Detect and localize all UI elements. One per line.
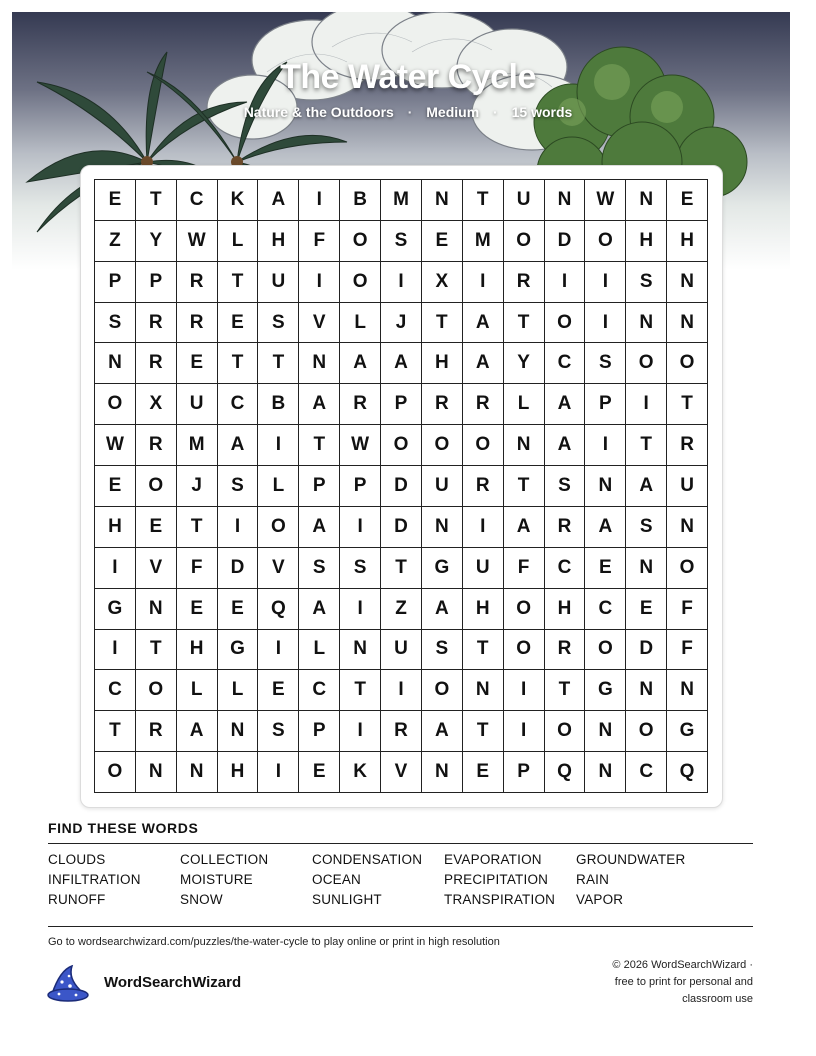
grid-cell[interactable]: B [340, 180, 381, 221]
grid-cell[interactable]: A [177, 711, 218, 752]
word-list-item: RAIN [576, 872, 610, 887]
grid-cell[interactable]: A [299, 507, 340, 548]
grid-cell[interactable]: M [463, 221, 504, 262]
grid-cell[interactable]: H [258, 221, 299, 262]
grid-cell[interactable]: I [381, 670, 422, 711]
grid-cell[interactable]: O [95, 752, 136, 793]
grid-cell[interactable]: L [258, 466, 299, 507]
grid-cell[interactable]: R [177, 262, 218, 303]
grid-cell[interactable]: N [340, 630, 381, 671]
grid-cell[interactable]: P [340, 466, 381, 507]
grid-cell[interactable]: T [177, 507, 218, 548]
grid-cell[interactable]: R [545, 630, 586, 671]
grid-cell[interactable]: O [585, 221, 626, 262]
grid-cell[interactable]: R [667, 425, 708, 466]
copyright-line: © 2026 WordSearchWizard · [612, 959, 753, 971]
grid-cell[interactable]: N [422, 752, 463, 793]
grid-cell[interactable]: O [422, 425, 463, 466]
grid-cell[interactable]: U [422, 466, 463, 507]
grid-cell[interactable]: I [463, 262, 504, 303]
grid-cell[interactable]: F [177, 548, 218, 589]
word-list-item: SNOW [180, 892, 223, 907]
grid-cell[interactable]: I [504, 711, 545, 752]
grid-cell[interactable]: N [667, 507, 708, 548]
grid-cell[interactable]: X [136, 384, 177, 425]
grid-cell[interactable]: N [177, 752, 218, 793]
word-list-item: CLOUDS [48, 852, 106, 867]
grid-cell[interactable]: A [340, 343, 381, 384]
grid-cell[interactable]: H [545, 589, 586, 630]
grid-cell[interactable]: K [218, 180, 259, 221]
grid-cell[interactable]: N [667, 670, 708, 711]
grid-cell[interactable]: W [340, 425, 381, 466]
grid-cell[interactable]: H [463, 589, 504, 630]
grid-cell[interactable]: S [258, 303, 299, 344]
word-list-item: GROUNDWATER [576, 852, 686, 867]
brand-name: WordSearchWizard [104, 974, 242, 991]
grid-cell[interactable]: N [626, 303, 667, 344]
grid-cell[interactable]: I [626, 384, 667, 425]
grid-cell[interactable]: C [218, 384, 259, 425]
grid-cell[interactable]: I [504, 670, 545, 711]
grid-cell[interactable]: A [299, 384, 340, 425]
grid-cell[interactable]: A [422, 589, 463, 630]
grid-cell[interactable]: L [177, 670, 218, 711]
grid-cell[interactable]: C [626, 752, 667, 793]
grid-cell[interactable]: E [95, 466, 136, 507]
grid-cell[interactable]: I [585, 303, 626, 344]
grid-cell[interactable]: N [136, 752, 177, 793]
grid-cell[interactable]: F [504, 548, 545, 589]
online-link-text: Go to wordsearchwizard.com/puzzles/the-water-cycle to play online or print in high resolution [48, 936, 500, 948]
grid-cell[interactable]: C [545, 343, 586, 384]
word-list-item: SUNLIGHT [312, 892, 382, 907]
grid-cell[interactable]: P [95, 262, 136, 303]
copyright-line: free to print for personal and [614, 976, 753, 988]
grid-cell[interactable]: E [585, 548, 626, 589]
grid-cell[interactable]: I [545, 262, 586, 303]
word-list-title: FIND THESE WORDS [48, 820, 199, 836]
grid-cell[interactable]: N [422, 507, 463, 548]
word-list-item: RUNOFF [48, 892, 106, 907]
grid-cell[interactable]: R [136, 711, 177, 752]
grid-cell[interactable]: R [545, 507, 586, 548]
grid-cell[interactable]: N [585, 711, 626, 752]
grid-cell[interactable]: L [299, 630, 340, 671]
grid-cell[interactable]: T [299, 425, 340, 466]
grid-cell[interactable]: A [463, 343, 504, 384]
grid-cell[interactable]: S [340, 548, 381, 589]
word-list-item: EVAPORATION [444, 852, 542, 867]
grid-cell[interactable]: I [258, 630, 299, 671]
grid-cell[interactable]: G [585, 670, 626, 711]
grid-cell[interactable]: H [422, 343, 463, 384]
grid-cell[interactable]: R [463, 466, 504, 507]
grid-cell[interactable]: T [545, 670, 586, 711]
grid-cell[interactable]: I [95, 548, 136, 589]
grid-cell[interactable]: U [381, 630, 422, 671]
grid-cell[interactable]: I [95, 630, 136, 671]
grid-cell[interactable]: N [667, 303, 708, 344]
grid-cell[interactable]: C [545, 548, 586, 589]
grid-cell[interactable]: O [136, 670, 177, 711]
page-title: The Water Cycle [280, 58, 536, 96]
copyright-line: classroom use [682, 993, 753, 1005]
grid-cell[interactable]: Q [667, 752, 708, 793]
grid-cell[interactable]: A [545, 384, 586, 425]
grid-cell[interactable]: D [626, 630, 667, 671]
grid-cell[interactable]: W [585, 180, 626, 221]
grid-cell[interactable]: Z [95, 221, 136, 262]
grid-cell[interactable]: S [95, 303, 136, 344]
grid-cell[interactable]: S [626, 262, 667, 303]
word-list-item: TRANSPIRATION [444, 892, 556, 907]
difficulty-label: Medium [426, 104, 480, 120]
grid-cell[interactable]: N [463, 670, 504, 711]
grid-cell[interactable]: R [463, 384, 504, 425]
grid-cell[interactable]: I [258, 752, 299, 793]
grid-cell[interactable]: P [585, 384, 626, 425]
grid-cell[interactable]: S [381, 221, 422, 262]
grid-cell[interactable]: L [504, 384, 545, 425]
grid-cell[interactable]: I [585, 425, 626, 466]
grid-cell[interactable]: E [258, 670, 299, 711]
grid-cell[interactable]: U [667, 466, 708, 507]
grid-cell[interactable]: D [218, 548, 259, 589]
grid-cell[interactable]: U [463, 548, 504, 589]
grid-cell[interactable]: C [177, 180, 218, 221]
word-list-item: MOISTURE [180, 872, 253, 887]
grid-cell[interactable]: G [667, 711, 708, 752]
grid-cell[interactable]: R [136, 343, 177, 384]
grid-cell[interactable]: R [177, 303, 218, 344]
grid-cell[interactable]: B [258, 384, 299, 425]
grid-cell[interactable]: X [422, 262, 463, 303]
grid-cell[interactable]: R [136, 303, 177, 344]
word-list-item: OCEAN [312, 872, 362, 887]
grid-cell[interactable]: I [299, 180, 340, 221]
grid-cell[interactable]: Y [136, 221, 177, 262]
grid-cell[interactable]: Z [381, 589, 422, 630]
word-count-label: 15 words [511, 104, 573, 120]
grid-cell[interactable]: S [545, 466, 586, 507]
grid-cell[interactable]: A [585, 507, 626, 548]
grid-cell[interactable]: E [218, 303, 259, 344]
grid-cell[interactable]: E [95, 180, 136, 221]
grid-cell[interactable]: E [218, 589, 259, 630]
divider [48, 843, 753, 844]
grid-cell[interactable]: D [381, 507, 422, 548]
grid-cell[interactable]: E [177, 589, 218, 630]
grid-cell[interactable]: N [626, 180, 667, 221]
grid-cell[interactable]: N [95, 343, 136, 384]
grid-cell[interactable]: H [177, 630, 218, 671]
grid-cell[interactable]: E [299, 752, 340, 793]
grid-cell[interactable]: S [626, 507, 667, 548]
puzzle-meta [0, 104, 816, 120]
grid-cell[interactable]: U [258, 262, 299, 303]
grid-cell[interactable]: I [585, 262, 626, 303]
grid-cell[interactable]: S [422, 630, 463, 671]
grid-cell[interactable]: V [381, 752, 422, 793]
grid-cell[interactable]: K [340, 752, 381, 793]
grid-cell[interactable]: I [340, 507, 381, 548]
grid-cell[interactable]: N [667, 262, 708, 303]
grid-cell[interactable]: T [463, 711, 504, 752]
grid-cell[interactable]: L [340, 303, 381, 344]
grid-cell[interactable]: T [136, 630, 177, 671]
copyright-notice [573, 957, 753, 1008]
grid-cell[interactable]: A [545, 425, 586, 466]
grid-cell[interactable]: P [136, 262, 177, 303]
grid-cell[interactable]: T [504, 303, 545, 344]
grid-cell[interactable]: O [585, 630, 626, 671]
grid-cell[interactable]: H [95, 507, 136, 548]
grid-cell[interactable]: O [626, 343, 667, 384]
grid-cell[interactable]: P [299, 466, 340, 507]
grid-cell[interactable]: T [136, 180, 177, 221]
grid-cell[interactable]: N [299, 343, 340, 384]
grid-cell[interactable]: T [626, 425, 667, 466]
grid-cell[interactable]: V [136, 548, 177, 589]
grid-cell[interactable]: S [585, 343, 626, 384]
grid-cell[interactable]: T [258, 343, 299, 384]
grid-cell[interactable]: E [136, 507, 177, 548]
grid-cell[interactable]: O [504, 630, 545, 671]
category-label: Nature & the Outdoors [243, 104, 394, 120]
grid-cell[interactable]: A [626, 466, 667, 507]
grid-cell[interactable]: I [381, 262, 422, 303]
grid-cell[interactable]: H [667, 221, 708, 262]
grid-cell[interactable]: T [95, 711, 136, 752]
grid-cell[interactable]: A [463, 303, 504, 344]
grid-cell[interactable]: V [258, 548, 299, 589]
grid-cell[interactable]: U [177, 384, 218, 425]
grid-cell[interactable]: P [504, 752, 545, 793]
grid-cell[interactable]: J [177, 466, 218, 507]
grid-cell[interactable]: N [422, 180, 463, 221]
grid-cell[interactable]: G [422, 548, 463, 589]
grid-cell[interactable]: T [218, 343, 259, 384]
grid-cell[interactable]: T [340, 670, 381, 711]
grid-cell[interactable]: A [258, 180, 299, 221]
grid-cell[interactable]: L [218, 221, 259, 262]
wizard-hat-icon [46, 964, 92, 1009]
grid-cell[interactable]: I [218, 507, 259, 548]
grid-cell[interactable]: O [422, 670, 463, 711]
grid-cell[interactable]: H [626, 221, 667, 262]
grid-cell[interactable]: Q [258, 589, 299, 630]
grid-cell[interactable]: R [136, 425, 177, 466]
grid-cell[interactable]: S [218, 466, 259, 507]
grid-cell[interactable]: T [463, 180, 504, 221]
grid-cell[interactable]: O [626, 711, 667, 752]
grid-cell[interactable]: U [504, 180, 545, 221]
grid-cell[interactable]: F [299, 221, 340, 262]
grid-cell[interactable]: N [585, 752, 626, 793]
grid-cell[interactable]: E [626, 589, 667, 630]
grid-cell[interactable]: E [463, 752, 504, 793]
grid-cell[interactable]: T [463, 630, 504, 671]
grid-cell[interactable]: G [218, 630, 259, 671]
grid-cell[interactable]: I [340, 589, 381, 630]
grid-cell[interactable]: N [504, 425, 545, 466]
grid-cell[interactable]: R [340, 384, 381, 425]
grid-cell[interactable]: O [136, 466, 177, 507]
grid-cell[interactable]: O [381, 425, 422, 466]
grid-cell[interactable]: M [177, 425, 218, 466]
grid-cell[interactable]: O [504, 221, 545, 262]
grid-cell[interactable]: O [340, 221, 381, 262]
grid-cell[interactable]: E [667, 180, 708, 221]
grid-cell[interactable]: T [504, 466, 545, 507]
grid-cell[interactable]: O [340, 262, 381, 303]
grid-cell[interactable]: C [299, 670, 340, 711]
grid-cell[interactable]: I [463, 507, 504, 548]
grid-cell[interactable]: T [422, 303, 463, 344]
grid-cell[interactable]: A [504, 507, 545, 548]
grid-cell[interactable]: E [177, 343, 218, 384]
grid-cell[interactable]: I [299, 262, 340, 303]
grid-cell[interactable]: O [258, 507, 299, 548]
grid-cell[interactable]: G [95, 589, 136, 630]
grid-cell[interactable]: N [136, 589, 177, 630]
grid-cell[interactable]: A [218, 425, 259, 466]
grid-cell[interactable]: L [218, 670, 259, 711]
grid-cell[interactable]: E [422, 221, 463, 262]
grid-cell[interactable]: R [504, 262, 545, 303]
grid-cell[interactable]: O [545, 711, 586, 752]
grid-cell[interactable]: D [545, 221, 586, 262]
grid-cell[interactable]: I [258, 425, 299, 466]
grid-cell[interactable]: S [299, 548, 340, 589]
grid-cell[interactable]: P [381, 384, 422, 425]
grid-cell[interactable]: A [299, 589, 340, 630]
grid-cell[interactable]: O [545, 303, 586, 344]
grid-cell[interactable]: A [422, 711, 463, 752]
grid-cell[interactable]: W [177, 221, 218, 262]
word-list [48, 852, 753, 908]
grid-cell[interactable]: C [95, 670, 136, 711]
grid-cell[interactable]: J [381, 303, 422, 344]
grid-cell[interactable]: O [95, 384, 136, 425]
word-list-item: VAPOR [576, 892, 624, 907]
grid-cell[interactable]: C [585, 589, 626, 630]
grid-cell[interactable]: Q [545, 752, 586, 793]
grid-cell[interactable]: N [626, 670, 667, 711]
divider [48, 926, 753, 927]
grid-cell[interactable]: R [422, 384, 463, 425]
grid-cell[interactable]: N [585, 466, 626, 507]
grid-cell[interactable]: O [463, 425, 504, 466]
grid-cell[interactable]: V [299, 303, 340, 344]
grid-cell[interactable]: W [95, 425, 136, 466]
letter-grid[interactable] [94, 179, 708, 793]
grid-cell[interactable]: Y [504, 343, 545, 384]
meta-separator: · [493, 104, 498, 120]
word-list-item: CONDENSATION [312, 852, 423, 867]
grid-cell[interactable]: R [381, 711, 422, 752]
grid-cell[interactable]: O [667, 343, 708, 384]
meta-separator: · [407, 104, 413, 120]
grid-cell[interactable]: A [381, 343, 422, 384]
grid-cell[interactable]: D [381, 466, 422, 507]
word-list-item: PRECIPITATION [444, 872, 549, 887]
grid-cell[interactable]: F [667, 589, 708, 630]
grid-cell[interactable]: N [626, 548, 667, 589]
grid-cell[interactable]: O [667, 548, 708, 589]
word-list-item: INFILTRATION [48, 872, 141, 887]
grid-cell[interactable]: F [667, 630, 708, 671]
grid-cell[interactable]: H [218, 752, 259, 793]
grid-cell[interactable]: T [667, 384, 708, 425]
word-list-item: COLLECTION [180, 852, 269, 867]
grid-cell[interactable]: S [258, 711, 299, 752]
grid-cell[interactable]: N [218, 711, 259, 752]
grid-cell[interactable]: I [340, 711, 381, 752]
grid-cell[interactable]: T [218, 262, 259, 303]
grid-cell[interactable]: N [545, 180, 586, 221]
grid-cell[interactable]: O [504, 589, 545, 630]
grid-cell[interactable]: T [381, 548, 422, 589]
grid-cell[interactable]: P [299, 711, 340, 752]
grid-cell[interactable]: M [381, 180, 422, 221]
